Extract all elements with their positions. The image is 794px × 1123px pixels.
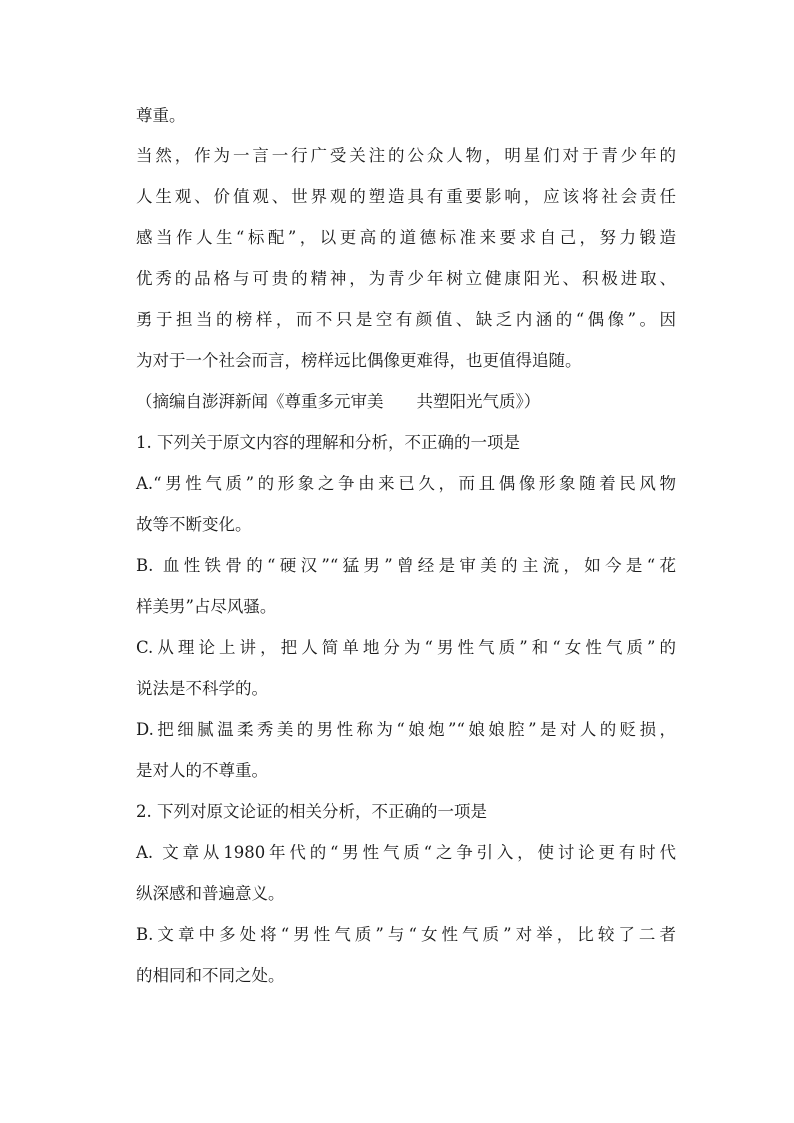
question-2: 2. 下列对原文论证的相关分析，不正确的一项是 [136,802,487,821]
option-1d-cont: 是对人的不尊重。 [136,761,268,780]
text-line: 为对于一个社会而言，榜样远比偶像更难得，也更值得追随。 [136,351,582,370]
text-line: 感当作人生“标配”，以更高的道德标准来要求自己，努力锻造 [136,228,676,247]
option-1c-cont: 说法是不科学的。 [136,679,268,698]
text-line: 优秀的品格与可贵的精神，为青少年树立健康阳光、积极进取、 [136,269,676,288]
option-1a: A.“男性气质”的形象之争由来已久，而且偶像形象随着民风物 [136,474,676,493]
option-1d: D.把细腻温柔秀美的男性称为“娘炮”“娘娘腔”是对人的贬损， [136,720,676,739]
text-line: 当然，作为一言一行广受关注的公众人物，明星们对于青少年的 [136,146,676,165]
option-1c: C.从理论上讲，把人简单地分为“男性气质”和“女性气质”的 [136,638,676,657]
option-2b: B.文章中多处将“男性气质”与“女性气质”对举，比较了二者 [136,925,676,944]
option-2a: A. 文章从1980年代的“男性气质“之争引入，使讨论更有时代 [136,843,676,862]
option-2b-cont: 的相同和不同之处。 [136,966,285,985]
text-line: 尊重。 [136,106,186,125]
question-1: 1. 下列关于原文内容的理解和分析，不正确的一项是 [136,433,520,452]
source-citation: （摘编自澎湃新闻《尊重多元审美 共塑阳光气质》） [136,392,541,411]
option-1b: B. 血性铁骨的“硬汉”“猛男”曾经是审美的主流，如今是“花 [136,556,676,575]
option-1b-cont: 样美男”占尽风骚。 [136,597,277,616]
option-2a-cont: 纵深感和普遍意义。 [136,884,285,903]
text-line: 人生观、价值观、世界观的塑造具有重要影响，应该将社会责任 [136,187,676,206]
text-line: 勇于担当的榜样，而不只是空有颜值、缺乏内涵的“偶像”。因 [136,310,676,329]
option-1a-cont: 故等不断变化。 [136,515,252,534]
